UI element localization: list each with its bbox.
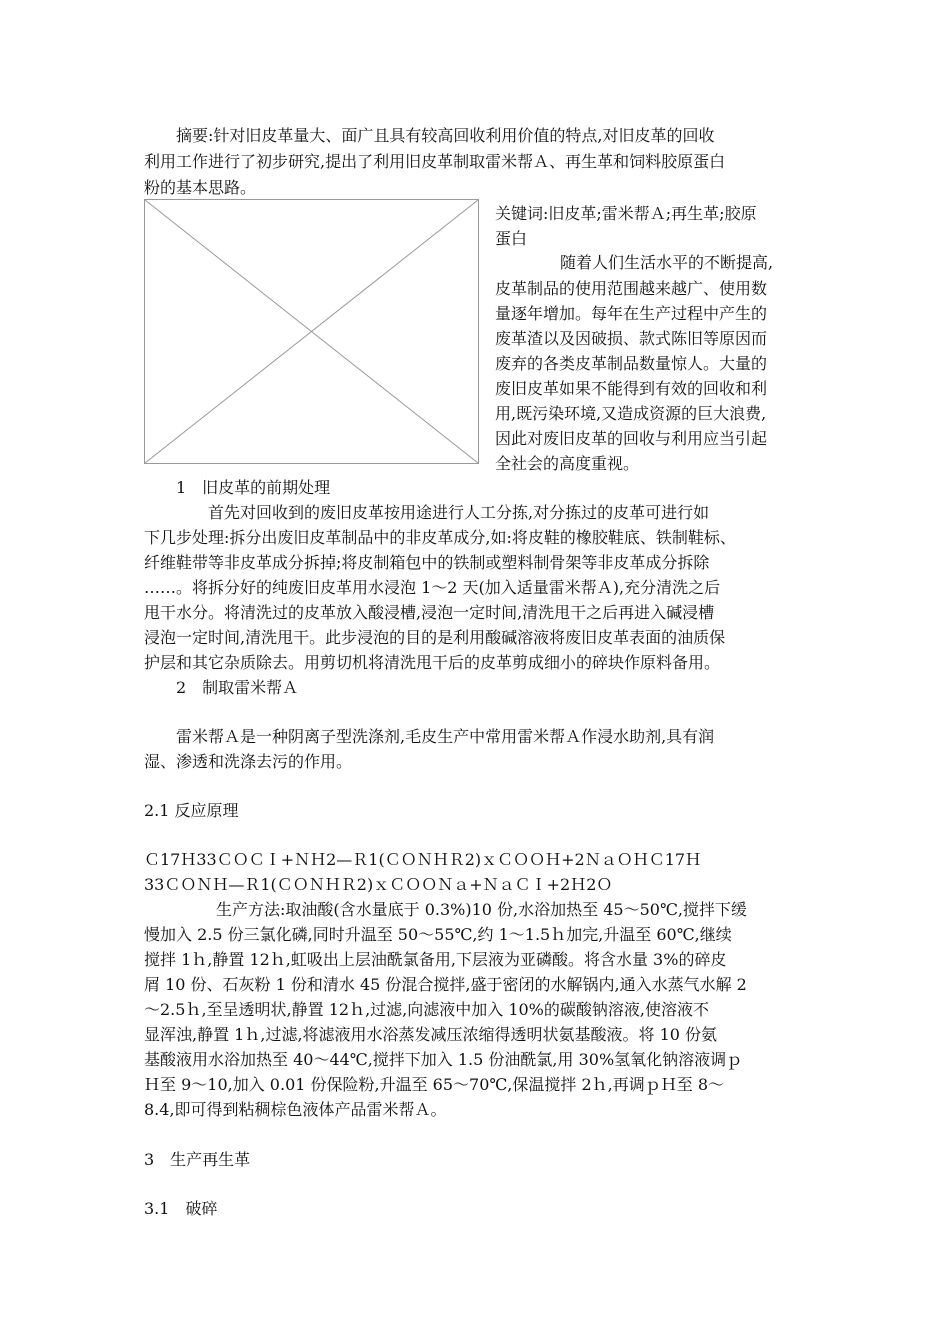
method-line-2: 慢加入 2.5 份三氯化磷,同时升温至 50～55℃,约 1～1.5ｈ加完,升温至 60℃,继续 — [144, 925, 732, 944]
method-line-1: 生产方法:取油酸(含水量底于 0.3%)10 份,水浴加热至 45～50℃,搅拌下缓 — [216, 900, 747, 919]
method-line-4: 屑 10 份、石灰粉 1 份和清水 45 份混合搅拌,盛于密闭的水解锅内,通入水蒸气水解 2 — [144, 975, 747, 994]
image-placeholder — [144, 199, 479, 464]
method-line-7: 基酸液用水浴加热至 40～44℃,搅拌下加入 1.5 份油酰氯,用 30%氢氧化钠溶液调ｐ — [144, 1050, 743, 1069]
intro-line-2: 皮革制品的使用范围越来越广、使用数 — [495, 279, 768, 298]
section-3-heading: 3 生产再生革 — [144, 1150, 251, 1169]
formula-line-1: Ｃ17Ｈ33ＣＯＣＩ+ＮＨ2—Ｒ1(ＣＯＮＨＲ2)ｘＣＯＯＨ+2ＮａＯＨＣ17Ｈ — [144, 850, 702, 869]
method-line-6: 显浑浊,静置 1ｈ,过滤,将滤液用水浴蒸发减压浓缩得透明状氨基酸液。将 10 份氨 — [144, 1025, 718, 1044]
method-line-9: 8.4,即可得到粘稠棕色液体产品雷米帮Ａ。 — [144, 1100, 447, 1119]
method-line-8: Ｈ至 9～10,加入 0.01 份保险粉,升温至 65～70℃,保温搅拌 2ｈ,再调ｐＨ至 8～ — [144, 1075, 725, 1094]
intro-line-8: 因此对废旧皮革的回收与利用应当引起 — [495, 429, 768, 448]
section-1-line-1: 首先对回收到的废旧皮革按用途进行人工分拣,对分拣过的皮革可进行如 — [208, 503, 710, 522]
section-2-heading: 2 制取雷米帮Ａ — [176, 678, 299, 697]
method-line-5: ～2.5ｈ,至呈透明状,静置 12ｈ,过滤,向滤液中加入 10%的碳酸钠溶液,使溶液不 — [144, 1000, 709, 1019]
keywords-line-1: 关键词:旧皮革;雷米帮Ａ;再生革;胶原 — [495, 204, 757, 223]
abstract-line-1: 摘要:针对旧皮革量大、面广且具有较高回收利用价值的特点,对旧皮革的回收 — [176, 126, 715, 145]
section-2-intro-line-2: 湿、渗透和洗涤去污的作用。 — [144, 752, 353, 771]
section-1-line-6: 浸泡一定时间,清洗甩干。此步浸泡的目的是利用酸碱溶液将废旧皮革表面的油质保 — [144, 628, 726, 647]
section-1-line-5: 甩干水分。将清洗过的皮革放入酸浸槽,浸泡一定时间,清洗甩干之后再进入碱浸槽 — [144, 603, 715, 622]
intro-line-7: 用,既污染环境,又造成资源的巨大浪费, — [495, 404, 767, 423]
formula-line-2: 33ＣＯＮＨ—Ｒ1(ＣＯＮＨＲ2)ｘＣＯＯＮａ+ＮａＣＩ+2Ｈ2Ｏ — [144, 875, 613, 894]
section-1-line-2: 下几步处理:拆分出废旧皮革制品中的非皮革成分,如:将皮鞋的橡胶鞋底、铁制鞋标、 — [144, 528, 736, 547]
broken-image-icon — [145, 200, 478, 463]
intro-line-4: 废革渣以及因破损、款式陈旧等原因而 — [495, 329, 768, 348]
section-2-1-heading: 2.1 反应原理 — [144, 801, 239, 820]
section-2-intro-line-1: 雷米帮Ａ是一种阴离子型洗涤剂,毛皮生产中常用雷米帮Ａ作浸水助剂,具有润 — [176, 727, 715, 746]
method-line-3: 搅拌 1ｈ,静置 12ｈ,虹吸出上层油酰氯备用,下层液为亚磷酸。将含水量 3%的碎皮 — [144, 950, 727, 969]
abstract-line-3: 粉的基本思路。 — [144, 178, 257, 197]
section-1-line-4: ……。将拆分好的纯废旧皮革用水浸泡 1～2 天(加入适量雷米帮Ａ),充分清洗之后 — [144, 578, 721, 597]
section-1-line-3: 纤维鞋带等非皮革成分拆掉;将皮制箱包中的铁制或塑料制骨架等非皮革成分拆除 — [144, 553, 710, 572]
section-1-line-7: 护层和其它杂质除去。用剪切机将清洗甩干后的皮革剪成细小的碎块作原料备用。 — [144, 653, 721, 672]
intro-line-3: 量逐年增加。每年在生产过程中产生的 — [495, 304, 768, 323]
intro-line-6: 废旧皮革如果不能得到有效的回收和利 — [495, 379, 768, 398]
abstract-line-2: 利用工作进行了初步研究,提出了利用旧皮革制取雷米帮Ａ、再生革和饲料胶原蛋白 — [144, 152, 726, 171]
intro-line-9: 全社会的高度重视。 — [495, 454, 640, 473]
section-1-heading: 1 旧皮革的前期处理 — [176, 478, 331, 497]
intro-line-5: 废弃的各类皮革制品数量惊人。大量的 — [495, 354, 768, 373]
keywords-line-2: 蛋白 — [495, 229, 528, 248]
intro-line-1: 随着人们生活水平的不断提高, — [560, 253, 774, 272]
section-3-1-heading: 3.1 破碎 — [144, 1199, 218, 1218]
